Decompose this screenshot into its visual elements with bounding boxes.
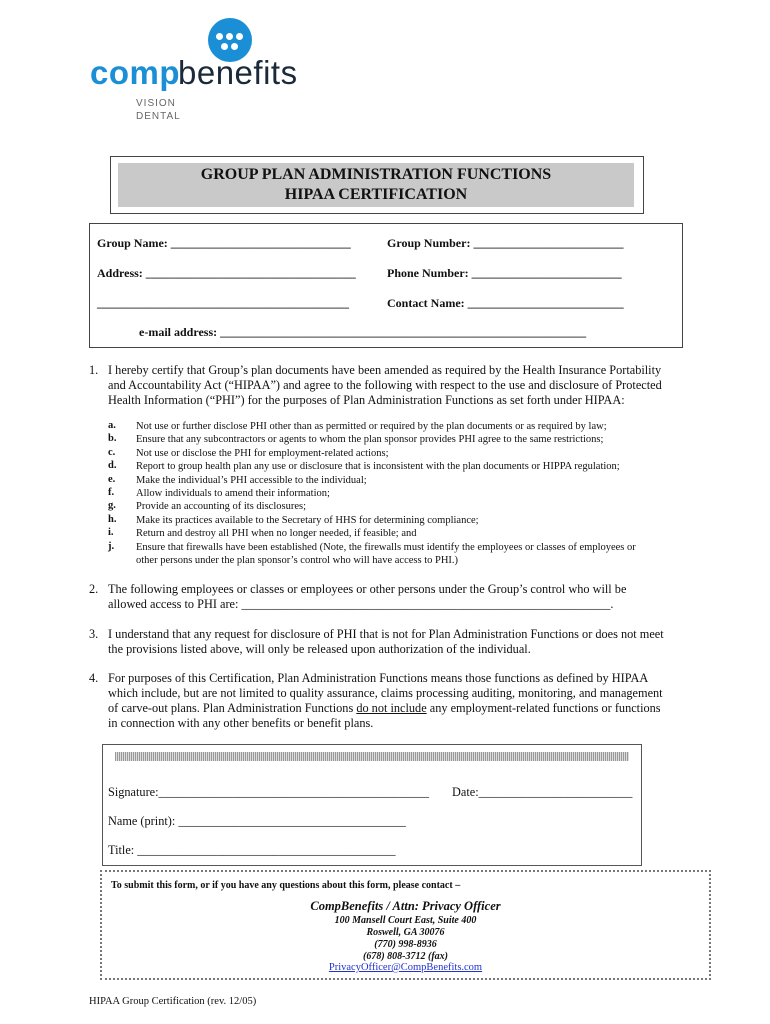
section-2-number: 2.: [89, 582, 99, 596]
email-field[interactable]: e-mail address: _____________________________________________________________: [139, 325, 587, 339]
item-text: Make its practices available to the Secretary of HHS for determining compliance;: [136, 514, 479, 526]
section-3-line: the provisions listed above, will only be released upon authorization of the individual.: [108, 642, 531, 656]
signature-box-hatch: [115, 752, 629, 761]
logo-brand-comp: comp: [90, 54, 181, 91]
section-1-line: [108, 393, 662, 408]
certification-items-list: [108, 420, 688, 567]
contact-phone: (770) 998-8936: [374, 939, 437, 950]
contact-email-link[interactable]: PrivacyOfficer@CompBenefits.com: [328, 962, 483, 973]
item-letter: d.: [108, 460, 117, 472]
title-line-1: GROUP PLAN ADMINISTRATION FUNCTIONS: [200, 166, 552, 183]
title-box: [110, 156, 644, 214]
list-item: [108, 487, 688, 500]
list-item: [108, 420, 688, 433]
section-3-number: 3.: [89, 627, 99, 641]
logo-brand-benefits: benefits: [178, 54, 298, 91]
section-1-line: I hereby certify that Group’s plan documents have been amended as required by the Health Insurance Portability: [108, 363, 662, 377]
contact-box: [100, 870, 711, 980]
item-text: Provide an accounting of its disclosures;: [136, 501, 307, 513]
contact-intro: To submit this form, or if you have any questions about this form, please contact –: [111, 880, 461, 891]
item-text: Not use or further disclose PHI other than as permitted or required by the plan documents or as required by law;: [136, 421, 607, 432]
list-item: [108, 447, 688, 460]
list-item: [108, 541, 688, 554]
contact-address-2: Roswell, GA 30076: [366, 927, 445, 938]
footer-text: HIPAA Group Certification (rev. 12/05): [89, 996, 257, 1007]
section-4-text-a: of carve-out plans. Plan Administration Functions: [108, 701, 357, 715]
contact-address-1: 100 Mansell Court East, Suite 400: [334, 915, 477, 926]
item-letter: i.: [108, 527, 114, 539]
item-text: Not use or disclose the PHI for employment-related actions;: [136, 447, 389, 459]
logo-dental: DENTAL: [136, 111, 181, 122]
list-item: [108, 433, 688, 446]
address-line2-field[interactable]: __________________________________________: [97, 296, 349, 310]
item-text: Ensure that firewalls have been established (Note, the firewalls must identify the employees or classes of employees or: [136, 541, 636, 553]
list-item: [108, 460, 688, 473]
item-letter: h.: [108, 513, 117, 525]
item-letter: a.: [108, 420, 116, 431]
item-letter: j.: [108, 540, 115, 552]
item-text: Return and destroy all PHI when no longer needed, if feasible; and: [136, 528, 417, 540]
item-text: other persons under the plan sponsor’s control who will have access to PHI.): [136, 554, 459, 566]
section-4-line: in connection with any other benefits or benefit plans.: [108, 716, 374, 730]
section-4-line: For purposes of this Certification, Plan Administration Functions means those functions as defined by HIPAA: [108, 671, 649, 685]
phi-access-field[interactable]: allowed access to PHI are: ____________________________________________________________.: [108, 597, 614, 611]
item-text: Allow individuals to amend their information;: [136, 487, 330, 499]
item-text: Make the individual’s PHI accessible to the individual;: [136, 474, 367, 486]
item-letter: c.: [108, 446, 116, 458]
section-4-line: which include, but are not limited to quality assurance, claims processing auditing, monitoring, and management: [108, 686, 663, 700]
group-name-field[interactable]: Group Name: ______________________________: [97, 236, 351, 250]
item-letter: b.: [108, 433, 117, 445]
logo-vision: VISION: [136, 98, 176, 109]
list-item-continuation: [108, 554, 688, 567]
list-item: [108, 514, 688, 527]
section-1-number: 1.: [89, 363, 99, 377]
group-info-box: [89, 223, 683, 348]
section-4-number: 4.: [89, 671, 99, 685]
logo-dot: [221, 43, 228, 50]
list-item: [108, 527, 688, 540]
signature-field[interactable]: Signature:____________________________________________: [108, 785, 430, 799]
item-text: Ensure that any subcontractors or agents to whom the plan sponsor provides PHI agree to the same restrictions;: [136, 434, 604, 446]
phone-number-field[interactable]: Phone Number: _________________________: [387, 266, 622, 280]
address-field[interactable]: Address: ___________________________________: [97, 266, 356, 280]
section-2-text: [108, 582, 626, 612]
logo-dot: [226, 33, 233, 40]
name-print-field[interactable]: Name (print): _____________________________________: [108, 814, 406, 828]
section-3-line: I understand that any request for disclosure of PHI that is not for Plan Administration Functions or does not meet: [108, 627, 664, 641]
item-letter: f.: [108, 486, 115, 498]
section-1-text: [108, 363, 662, 408]
section-3-text: [108, 627, 664, 657]
section-1-line-text: Health Information (“PHI”) for the purposes of Plan Administration Functions as set forth under HIPAA:: [108, 393, 625, 407]
logo-dot: [236, 33, 243, 40]
section-4-text: [108, 671, 663, 731]
section-1-line: and Accountability Act (“HIPAA”) and agree to the following with respect to the use and disclosure of Protected: [108, 378, 662, 392]
contact-heading: CompBenefits / Attn: Privacy Officer: [310, 899, 501, 913]
title-field[interactable]: Title: __________________________________________: [108, 843, 396, 857]
list-item: [108, 474, 688, 487]
item-text: Report to group health plan any use or disclosure that is inconsistent with the plan documents or HIPPA regulation;: [136, 461, 620, 473]
group-number-field[interactable]: Group Number: _________________________: [387, 236, 624, 250]
section-2-line: The following employees or classes or employees or other persons under the Group’s control who will be: [108, 582, 627, 596]
list-item: [108, 500, 688, 513]
section-4-line: [108, 701, 663, 716]
logo-dot: [231, 43, 238, 50]
date-field[interactable]: Date:_________________________: [452, 785, 633, 799]
section-4-underlined: do not include: [356, 701, 427, 715]
signature-box: [102, 744, 642, 866]
title-banner: [118, 163, 634, 207]
contact-name-field[interactable]: Contact Name: __________________________: [387, 296, 624, 310]
item-letter: e.: [108, 473, 116, 485]
contact-fax: (678) 808-3712 (fax): [363, 951, 448, 962]
title-line-2: HIPAA CERTIFICATION: [284, 186, 468, 203]
item-letter: g.: [108, 500, 116, 512]
logo-dot: [216, 33, 223, 40]
section-4-text-b: any employment-related functions or functions: [426, 701, 661, 715]
